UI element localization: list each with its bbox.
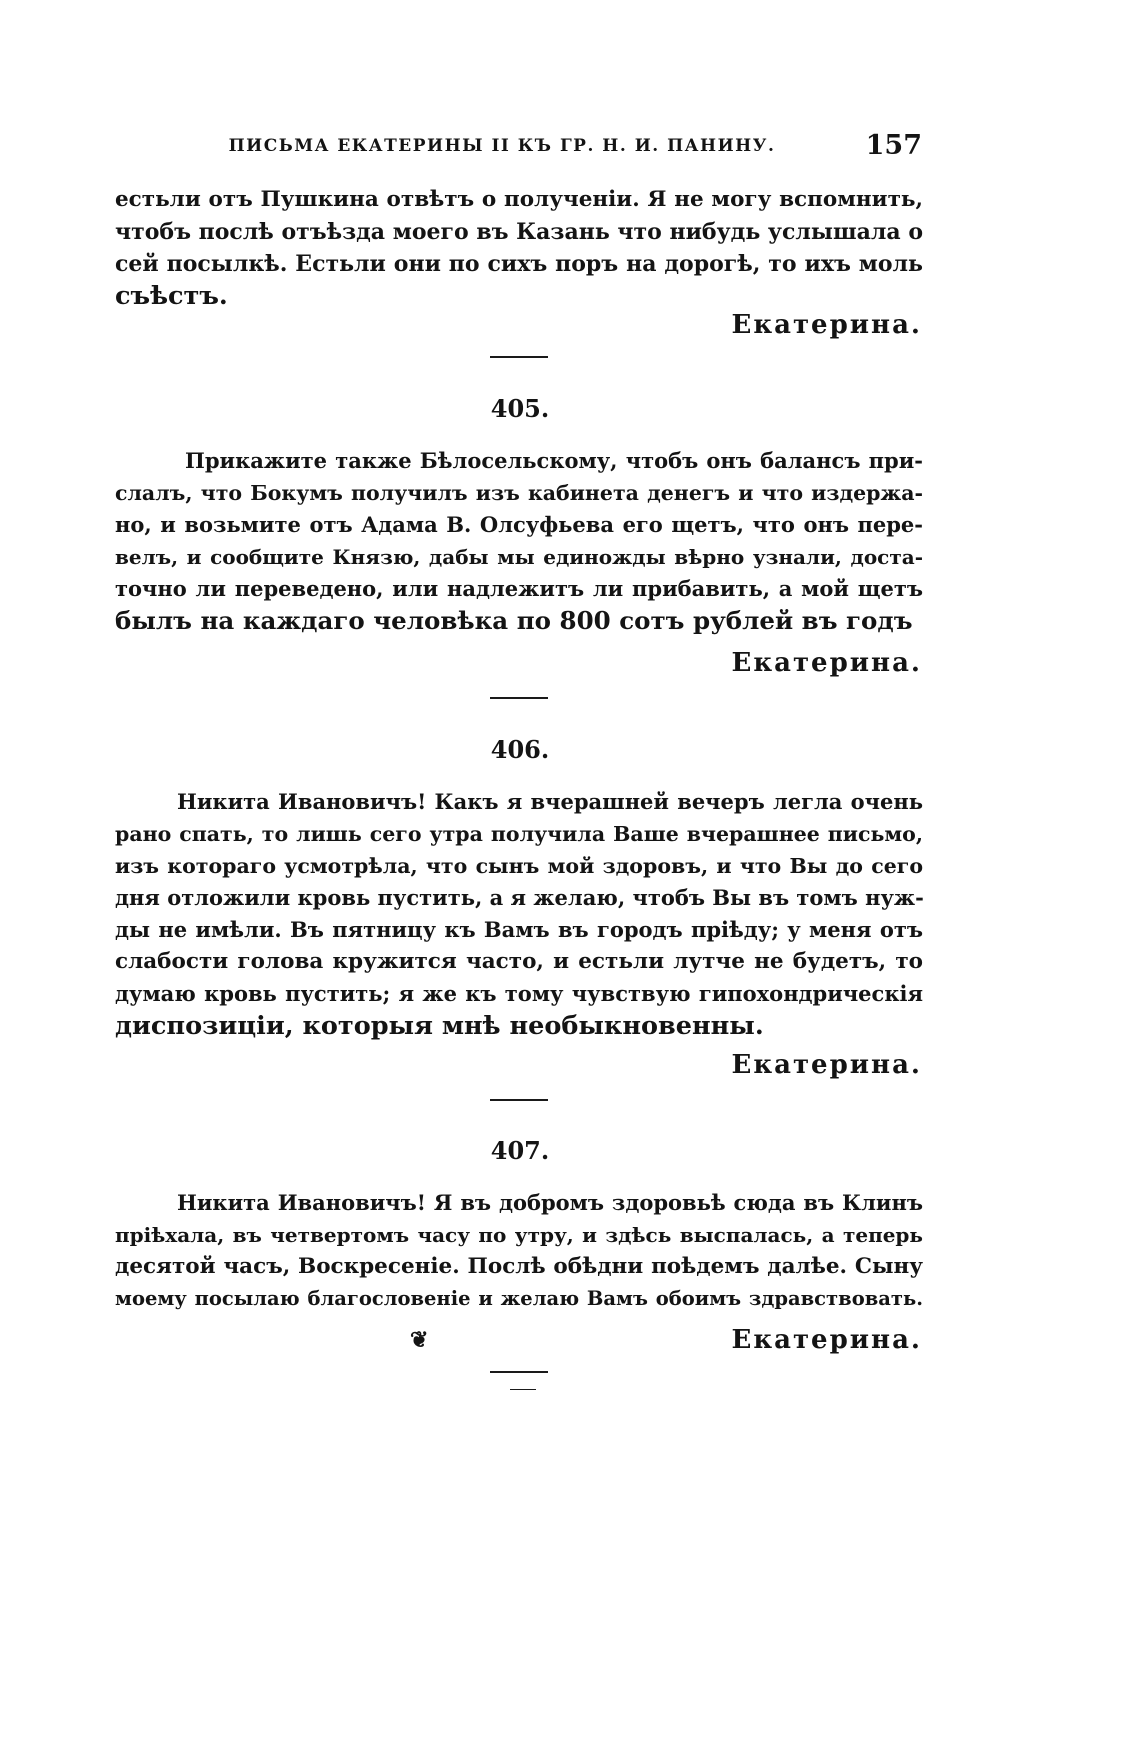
running-head-title: ПИСЬМА ЕКАТЕРИНЫ II КЪ ГР. Н. И. ПАНИНУ.	[228, 136, 776, 156]
text-line: Никита Ивановичъ! Я въ добромъ здоровьѣ сюда въ Клинъ	[177, 1190, 923, 1215]
text-line: ды не имѣли. Въ пятницу къ Вамъ въ городъ прiѣду; у меня отъ	[115, 917, 923, 942]
text-line: сей посылкѣ. Естьли они по сихъ поръ на дорогѣ, то ихъ моль	[115, 251, 923, 277]
text-line: прiѣхала, въ четвертомъ часу по утру, и здѣсь выспалась, а теперь	[115, 1223, 923, 1247]
text-line: былъ на каждаго человѣка по 800 сотъ рублей въ годъ	[115, 606, 913, 635]
separator-rule	[490, 697, 548, 699]
text-line: моему посылаю благословенiе и желаю Вамъ обоимъ здравствовать.	[115, 1287, 923, 1310]
letter-number: 405.	[490, 394, 550, 423]
signature: Екатерина.	[731, 310, 922, 340]
text-line: изъ котораго усмотрѣла, что сынъ мой здоровъ, и что Вы до сего	[115, 854, 923, 878]
letter-407-text	[115, 1187, 923, 1315]
text-line: Никита Ивановичъ! Какъ я вчерашней вечеръ легла очень	[177, 789, 923, 814]
ornament-icon: ❦	[410, 1327, 429, 1353]
text-line: диспозицiи, которыя мнѣ необыкновенны.	[115, 1011, 764, 1041]
text-line: слабости голова кружится часто, и естьли лутче не будетъ, то	[115, 949, 923, 974]
letter-number: 407.	[490, 1136, 550, 1165]
separator-rule	[490, 356, 548, 358]
text-line: десятой часъ, Воскресенiе. Послѣ обѣдни поѣдемъ далѣе. Сыну	[115, 1254, 923, 1279]
separator-rule	[490, 1371, 548, 1373]
separator-rule-short	[510, 1389, 536, 1390]
text-line: чтобъ послѣ отъѣзда моего въ Казань что нибудь услышала о	[115, 219, 923, 245]
running-head	[152, 130, 922, 164]
text-line: рано спать, то лишь сего утра получила Ваше вчерашнее письмо,	[115, 822, 923, 846]
text-line: думаю кровь пустить; я же къ тому чувствую гипохондрическiя	[115, 981, 923, 1006]
text-line: слалъ, что Бокумъ получилъ изъ кабинета денегъ и что издержа-	[115, 481, 923, 505]
letter-405-text	[115, 445, 923, 637]
letter-number: 406.	[490, 735, 550, 764]
text-line: точно ли переведено, или надлежитъ ли прибавить, а мой щетъ	[115, 576, 923, 601]
text-line: съѣстъ.	[115, 281, 228, 311]
letter-406-text	[115, 786, 923, 1042]
text-line: естьли отъ Пушкина отвѣтъ о полученiи. Я не могу вспомнить,	[115, 187, 923, 212]
signature: Екатерина.	[731, 648, 922, 678]
text-line: велъ, и сообщите Князю, дабы мы единожды вѣрно узнали, доста-	[115, 545, 923, 569]
text-line: но, и возьмите отъ Адама В. Олсуфьева его щетъ, что онъ пере-	[115, 512, 923, 537]
signature: Екатерина.	[731, 1325, 922, 1355]
signature: Екатерина.	[731, 1050, 922, 1080]
letter-continuation-text	[115, 184, 923, 312]
separator-rule	[490, 1099, 548, 1101]
page-number: 157	[865, 130, 922, 161]
text-line: Прикажите также Бѣлосельскому, чтобъ онъ балансъ при-	[185, 448, 923, 473]
text-line: дня отложили кровь пустить, а я желаю, чтобъ Вы въ томъ нуж-	[115, 885, 924, 910]
